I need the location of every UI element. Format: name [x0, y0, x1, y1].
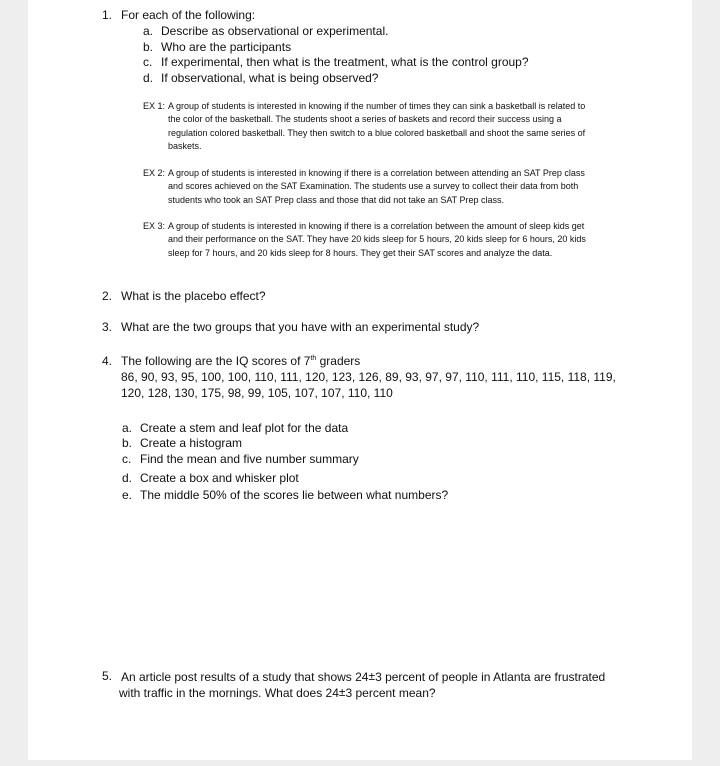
iq-scores-line-1: 86, 90, 93, 95, 100, 100, 110, 111, 120, 123, 126, 89, 93, 97, 97, 110, 111, 110, 115, 118, 119,: [121, 370, 616, 384]
question-1-item-b: [143, 39, 291, 55]
item-text: Find the mean and five number summary: [140, 452, 359, 466]
item-label: a.: [143, 24, 154, 38]
ordinal-suffix: th: [310, 355, 317, 362]
example-line: sleep for 7 hours, and 20 kids sleep for 8 hours. They get their SAT scores and analyze the data.: [168, 247, 553, 258]
item-text: Who are the participants: [161, 40, 292, 54]
example-line: baskets.: [168, 140, 202, 151]
example-label: EX 1:: [143, 101, 166, 111]
q5-line1-start: An article post results of a study that shows 24: [121, 670, 369, 684]
plus-minus-sign: ±: [368, 669, 376, 683]
question-3-number: 3.: [102, 320, 113, 334]
item-text: The middle 50% of the scores lie between what numbers?: [140, 488, 449, 502]
question-4-number: 4.: [102, 354, 113, 368]
item-label: c.: [122, 452, 132, 466]
question-4-suffix: graders: [316, 354, 361, 368]
example-line: A group of students is interested in knowing if there is a correlation between the amount of sleep kids get: [168, 221, 585, 231]
example-body: [168, 100, 638, 153]
example-body: [168, 167, 638, 207]
item-label: b.: [143, 40, 154, 54]
question-1-item-a: [143, 23, 388, 39]
question-1-item-c: [143, 54, 529, 70]
item-text: If experimental, then what is the treatment, what is the control group?: [161, 55, 529, 69]
item-label: e.: [122, 488, 133, 502]
question-4-item-d: [122, 470, 299, 486]
item-label: a.: [122, 421, 133, 435]
example-line: the color of the basketball. The students shoot a series of baskets and record their success using a: [168, 114, 562, 125]
question-2-number: 2.: [102, 289, 113, 303]
question-4-item-e: [122, 487, 448, 503]
question-3-text: What are the two groups that you have with an experimental study?: [121, 320, 480, 334]
iq-scores-line-2: 120, 128, 130, 175, 98, 99, 105, 107, 107, 110, 110: [121, 386, 393, 400]
item-label: b.: [122, 436, 133, 450]
example-label: EX 3:: [143, 221, 166, 231]
example-line: A group of students is interested in knowing if there is a correlation between attending an SAT Prep class: [168, 168, 585, 178]
q5-line2-end: 3 percent mean?: [345, 686, 436, 700]
example-label: EX 2:: [143, 168, 166, 178]
item-label: d.: [122, 471, 133, 485]
item-text: If observational, what is being observed?: [161, 71, 379, 85]
example-line: and their performance on the SAT. They have 20 kids sleep for 5 hours, 20 kids sleep for 6 hours, 20 kids: [168, 234, 586, 245]
question-1-number: 1.: [102, 8, 113, 22]
question-4-text: [121, 353, 360, 369]
q5-line1-end: 3 percent of people in Atlanta are frustrated: [375, 670, 606, 684]
item-text: Create a stem and leaf plot for the data: [140, 421, 349, 435]
question-5-line-2: [119, 684, 436, 701]
question-1-item-d: [143, 70, 378, 86]
example-line: students who took an SAT Prep class and those that did not take an SAT Prep class.: [168, 194, 505, 205]
question-4-item-c: [122, 451, 359, 467]
example-line: and scores achieved on the SAT Examination. The students use a survey to collect their data from both: [168, 181, 579, 192]
question-5-line-1: [121, 668, 605, 685]
question-4-prefix: The following are the IQ scores of 7: [121, 354, 311, 368]
item-text: Create a histogram: [140, 436, 243, 450]
question-5-number: 5.: [102, 669, 113, 683]
example-line: A group of students is interested in knowing if the number of times they can sink a basketball is related to: [168, 101, 586, 111]
example-body: [168, 220, 638, 260]
question-1-text: For each of the following:: [121, 8, 256, 22]
item-text: Describe as observational or experimental.: [161, 24, 389, 38]
q5-line2-start: with traffic in the mornings. What does 24: [119, 686, 339, 700]
question-2-text: What is the placebo effect?: [121, 289, 266, 303]
item-text: Create a box and whisker plot: [140, 471, 299, 485]
example-line: regulation colored basketball. They then switch to a blue colored basketball and shoot the same series of: [168, 127, 586, 138]
plus-minus-sign: ±: [338, 685, 346, 699]
item-label: c.: [143, 55, 153, 69]
item-label: d.: [143, 71, 154, 85]
question-4-item-b: [122, 435, 242, 451]
question-4-item-a: [122, 420, 348, 436]
document-page: [28, 0, 692, 760]
